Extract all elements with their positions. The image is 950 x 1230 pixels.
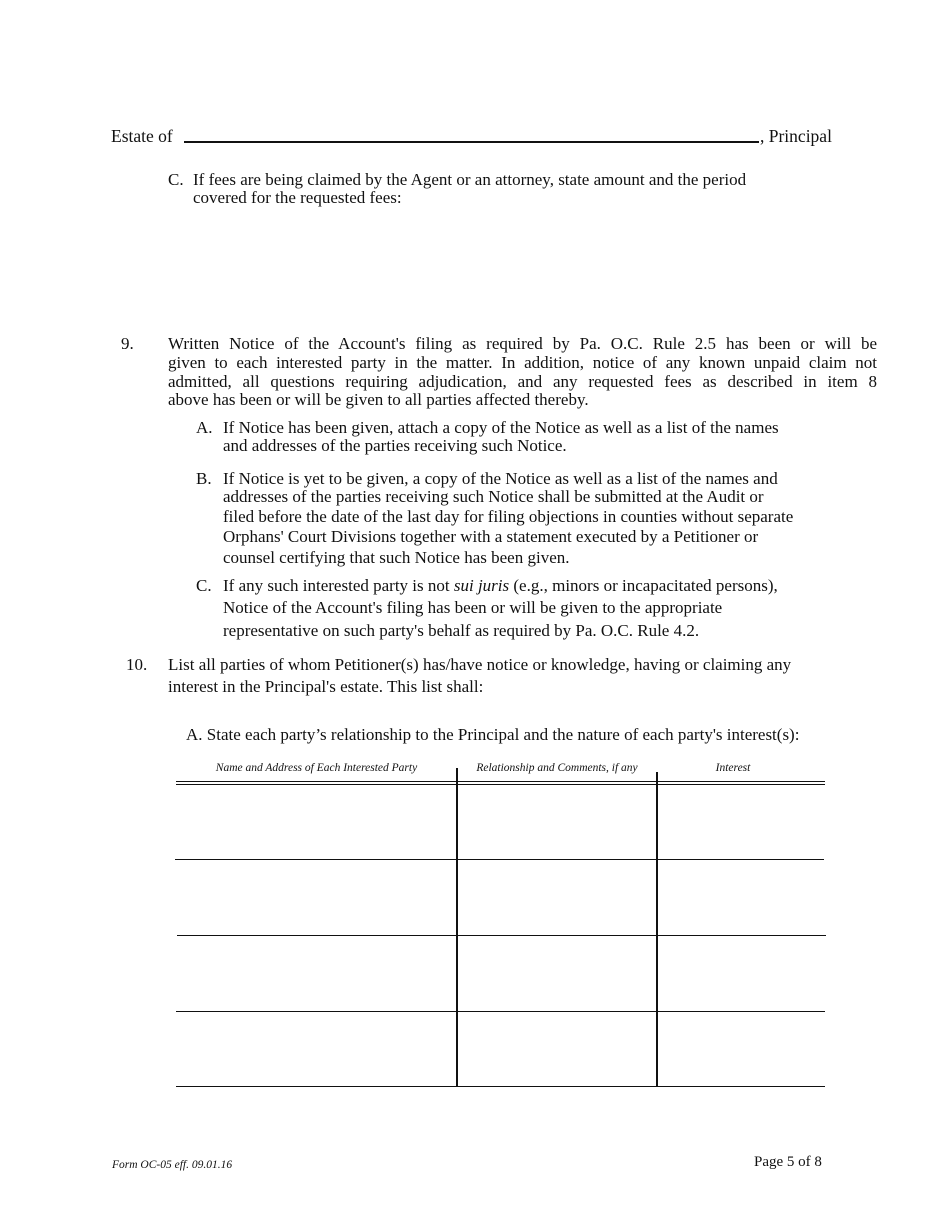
estate-name-field[interactable] xyxy=(184,141,759,143)
page-number: Page 5 of 8 xyxy=(754,1154,822,1170)
table-header-rule-bottom xyxy=(176,784,825,785)
item9a-line2: and addresses of the parties receiving such Notice. xyxy=(223,436,567,455)
item9c-line3: representative on such party's behalf as required by Pa. O.C. Rule 4.2. xyxy=(223,621,700,640)
item9a-line1: If Notice has been given, attach a copy of the Notice as well as a list of the names xyxy=(223,418,779,437)
item10a-text: A. State each party’s relationship to the Principal and the nature of each party's interest(s): xyxy=(186,725,800,744)
item9c-line2: Notice of the Account's filing has been or will be given to the appropriate xyxy=(223,598,723,617)
item9b-line3: filed before the date of the last day for filing objections in counties without separate xyxy=(223,507,794,526)
table-header-name-address: Name and Address of Each Interested Party xyxy=(215,762,418,774)
table-row-divider-2 xyxy=(177,935,826,936)
item9c-letter: C. xyxy=(196,576,212,595)
item9b-line5: counsel certifying that such Notice has been given. xyxy=(223,548,570,567)
item9b-line4: Orphans' Court Divisions together with a statement executed by a Petitioner or xyxy=(223,527,759,546)
item9-line2: given to each interested party in the matter. In addition, notice of any known unpaid claim not xyxy=(168,353,877,372)
item9c-line1 xyxy=(223,577,778,595)
table-column-divider-2 xyxy=(656,772,658,1086)
table-header-interest: Interest xyxy=(715,762,751,774)
item9c-post: (e.g., minors or incapacitated persons), xyxy=(509,576,778,595)
form-id: Form OC-05 eff. 09.01.16 xyxy=(112,1159,233,1171)
item9a-letter: A. xyxy=(196,418,213,437)
item10-line1: List all parties of whom Petitioner(s) has/have notice or knowledge, having or claiming any xyxy=(168,655,792,674)
table-header-rule-top xyxy=(176,781,825,782)
estate-label: Estate of xyxy=(111,126,173,146)
item9b-line1: If Notice is yet to be given, a copy of the Notice as well as a list of the names and xyxy=(223,469,778,488)
item9-line4: above has been or will be given to all parties affected thereby. xyxy=(168,390,589,409)
item9c-pre: If any such interested party is not xyxy=(223,576,454,595)
item9-number: 9. xyxy=(121,334,134,353)
item8c-line1: If fees are being claimed by the Agent or an attorney, state amount and the period xyxy=(193,170,747,189)
principal-label: , Principal xyxy=(760,126,832,146)
table-column-divider-1 xyxy=(456,768,458,1086)
item9-line3: admitted, all questions requiring adjudication, and any requested fees as described in item 8 xyxy=(168,372,877,391)
item8c-line2: covered for the requested fees: xyxy=(193,188,402,207)
table-row-divider-1 xyxy=(175,859,824,860)
item8c-letter: C. xyxy=(168,170,184,189)
item10-number: 10. xyxy=(126,655,148,674)
item10-line2: interest in the Principal's estate. This list shall: xyxy=(168,677,484,696)
table-bottom-rule xyxy=(176,1086,825,1087)
table-header-relationship: Relationship and Comments, if any xyxy=(476,762,638,774)
item9b-line2: addresses of the parties receiving such Notice shall be submitted at the Audit or xyxy=(223,487,764,506)
item9-line1: Written Notice of the Account's filing as required by Pa. O.C. Rule 2.5 has been or will be xyxy=(168,334,877,353)
item9c-italic: sui juris xyxy=(453,576,510,595)
item9b-letter: B. xyxy=(196,469,212,488)
table-row-divider-3 xyxy=(176,1011,825,1012)
